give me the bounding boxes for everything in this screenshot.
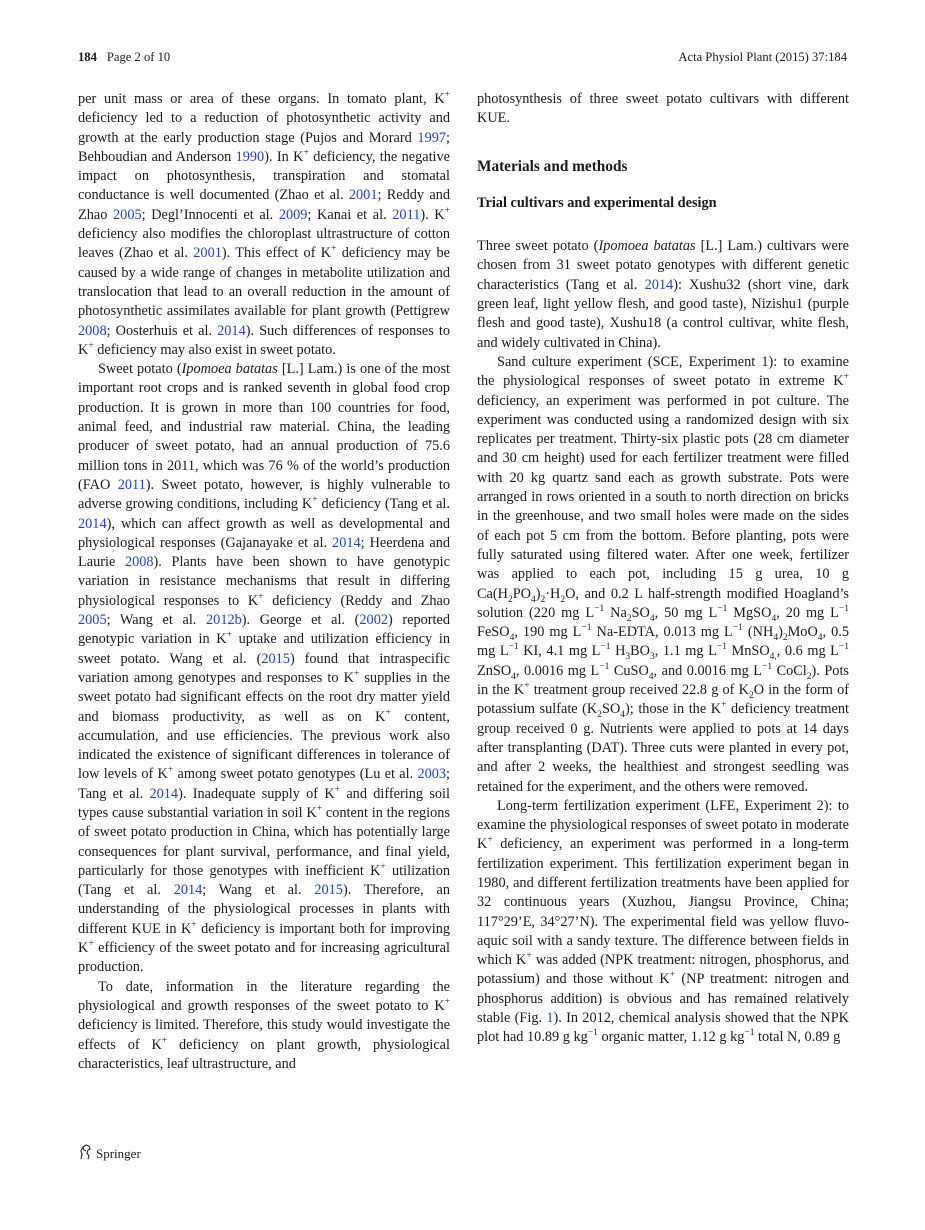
section-heading: Materials and methods (477, 157, 628, 175)
paragraph: Sand culture experiment (SCE, Experiment 1): to examine the physiological responses of sweet potato in extreme K+ deficiency, an experiment was performed in pot culture. The experiment was conducted using a randomized design with six replicates per treatment. Thirty-six plastic pots (28 cm diameter and 30 cm height) used for each fertilizer treatment were filled with 20 kg quartz sand each as growth substrate. Pots were arranged in rows oriented in a south to north direction on bricks in the greenhouse, and two small holes were made on the sides of each pot 5 cm from the bottom. Before planting, pots were fully saturated using filtered water. After one week, fertilizer was applied to each pot, including 15 g urea, 10 g $Ca(H_2PO_4)_2\cdot H_2O$, and 0.2 L half-strength modified Hoagland’s solution (220 mg $L^{-1}$ $Na_2SO_4$, 50 mg $L^{-1}$ MgSO$_4$, 20 mg $L^{-1}$ FeSO$_4$, 190 mg $L^{-1}$ Na-EDTA, 0.013 mg $L^{-1}$ $(NH_4)_2MoO_4$, 0.5 mg $L^{-1}$ KI, 4.1 mg $L^{-1}$ $H_3BO_3$, 1.1 mg $L^{-1}$ MnSO$_{4,}$, 0.6 mg $L^{-1}$ ZnSO$_4$, 0.0016 mg $L^{-1}$ CuSO$_4$, and 0.0016 mg $L^{-1}$ CoCl$_2$). Pots in the K+ treatment group received 22.8 g of $K_2O$ in the form of potassium sulfate $(K_2SO_4)$; those in the K+ deficiency treatment group received 0 g. Nutrients were applied to pots at 14 days after transplanting (DAT). Three cuts were planted in every pot, and after 2 weeks, the healthiest and strongest seedling was retained for the experiment, and the others were removed. (477, 353, 850, 795)
citation-link[interactable]: 2008 (124, 554, 154, 571)
citation-link[interactable]: 2001 (348, 187, 378, 204)
citation-link[interactable]: 2014 (332, 534, 361, 551)
citation-link[interactable]: 2015 (261, 650, 290, 667)
springer-horse-icon (78, 1144, 92, 1164)
journal-citation: Acta Physiol Plant (2015) 37:184 (678, 50, 847, 64)
citation-link[interactable]: 2014 (644, 276, 674, 293)
citation-link[interactable]: 2014 (78, 515, 107, 532)
paragraph: per unit mass or area of these organs. In tomato plant, K+ deficiency led to a reduction of photosynthetic activity and growth at the early production stage (Pujos and Morard 1997; Behboudian and Anderson 1990). In K+ deficiency, the negative impact on photosynthesis, transpiration and stomatal conductance is well documented (Zhao et al. 2001; Reddy and Zhao 2005; Degl’Innocenti et al. 2009; Kanai et al. 2011). K+ deficiency also modifies the chloroplast ultrastructure of cotton leaves (Zhao et al. 2001). This effect of K+ deficiency may be caused by a wide range of changes in metabolite utilization and translocation that lead to an overall reduction in the amount of photosynthetic assimilates available for plant growth (Pettigrew 2008; Oosterhuis et al. 2014). Such differences of responses to K+ deficiency may also exist in sweet potato. (78, 90, 451, 358)
citation-link[interactable]: 2005 (78, 612, 107, 629)
citation-link[interactable]: 2012b (206, 612, 242, 629)
page-number: 184 (78, 50, 97, 64)
right-column (477, 90, 849, 1048)
publisher-name: Springer (96, 1146, 141, 1161)
paragraph: Three sweet potato (Ipomoea batatas [L.] Lam.) cultivars were chosen from 31 sweet potato genotypes with different genetic characteristics (Tang et al. 2014): Xushu32 (short vine, dark green leaf, light yellow flesh, and good taste), Nizishu1 (purple flesh and good taste), Xushu18 (a control cultivar, white flesh, and widely cultivated in China). (477, 238, 850, 351)
citation-link[interactable]: 1997 (417, 129, 447, 146)
paragraph: photosynthesis of three sweet potato cultivars with different KUE. (477, 91, 849, 127)
citation-link[interactable]: 2015 (314, 882, 343, 899)
citation-link[interactable]: 2014 (217, 322, 246, 339)
header-left (78, 50, 170, 68)
citation-link[interactable]: 2011 (392, 206, 421, 223)
figure-link[interactable]: 1 (546, 1010, 554, 1027)
citation-link[interactable]: 2011 (117, 476, 146, 493)
subsection-heading: Trial cultivars and experimental design (477, 194, 717, 211)
citation-link[interactable]: 2005 (113, 206, 142, 223)
citation-link[interactable]: 1990 (235, 148, 265, 165)
citation-link[interactable]: 2001 (193, 245, 222, 262)
citation-link[interactable]: 2009 (278, 206, 308, 223)
paragraph: Sweet potato (Ipomoea batatas [L.] Lam.) is one of the most important root crops and is ranked seventh in global food crop production. It is grown in more than 100 countries for food, animal feed, and industrial raw material. China, the leading producer of sweet potato, had an annual production of 75.6 million tons in 2011, which was 76 % of the world’s production (FAO 2011). Sweet potato, however, is highly vulnerable to adverse growing conditions, including K+ deficiency (Tang et al. 2014), which can affect growth as well as developmental and physiological responses (Gajanayake et al. 2014; Heerdena and Laurie 2008). Plants have been shown to have genotypic variation in resistance mechanisms that result in differing physiological responses to K+ deficiency (Reddy and Zhao 2005; Wang et al. 2012b). George et al. (2002) reported genotypic variation in K+ uptake and utilization efficiency in sweet potato. Wang et al. (2015) found that intraspecific variation among genotypes and responses to K+ supplies in the sweet potato had significant effects on the root dry matter yield and biomass productivity, as well as on K+ content, accumulation, and use efficiencies. The previous work also indicated the existence of significant differences in tolerance of low levels of K+ among sweet potato genotypes (Lu et al. 2003; Tang et al. 2014). Inadequate supply of K+ and differing soil types cause substantial variation in soil K+ content in the regions of sweet potato production in China, which has potentially large consequences for plant survival, performance, and final yield, particularly for those genotypes with inefficient K+ utilization (Tang et al. 2014; Wang et al. 2015). Therefore, an understanding of the physiological processes in plants with different KUE in K+ deficiency is important both for improving K+ efficiency of the sweet potato and for increasing agricultural production. (78, 361, 451, 976)
citation-link[interactable]: 2002 (359, 612, 388, 629)
citation-link[interactable]: 2014 (173, 882, 203, 899)
citation-link[interactable]: 2008 (78, 322, 107, 339)
paragraph: Long-term fertilization experiment (LFE, Experiment 2): to examine the physiological responses of sweet potato in moderate K+ deficiency, an experiment was performed in a long-term fertilization experiment. This fertilization experiment began in 1980, and different fertilization treatments have been applied for 32 continuous years (Xuzhou, Jiangsu Province, China; 117°29’E, 34°27’N). The experimental field was yellow fluvo-aquic soil with a sandy texture. The difference between fields in which K+ was added (NPK treatment: nitrogen, phosphorus, and potassium) and those without K+ (NP treatment: nitrogen and phosphorus addition) is obvious and has remained relatively stable (Fig. 1). In 2012, chemical analysis showed that the NPK plot had 10.89 g $kg^{-1}$ organic matter, 1.12 g $kg^{-1}$ total N, 0.89 g (477, 797, 849, 1046)
paragraph: To date, information in the literature regarding the physiological and growth responses of the sweet potato to K+ deficiency is limited. Therefore, this study would investigate the effects of K+ deficiency on plant growth, physiological characteristics, leaf ultrastructure, and (78, 978, 450, 1072)
page-of: Page 2 of 10 (106, 50, 171, 64)
page-footer (78, 1144, 141, 1164)
citation-link[interactable]: 2003 (417, 766, 447, 783)
running-header (78, 50, 847, 68)
citation-link[interactable]: 2014 (149, 785, 179, 802)
left-column (78, 90, 450, 1074)
